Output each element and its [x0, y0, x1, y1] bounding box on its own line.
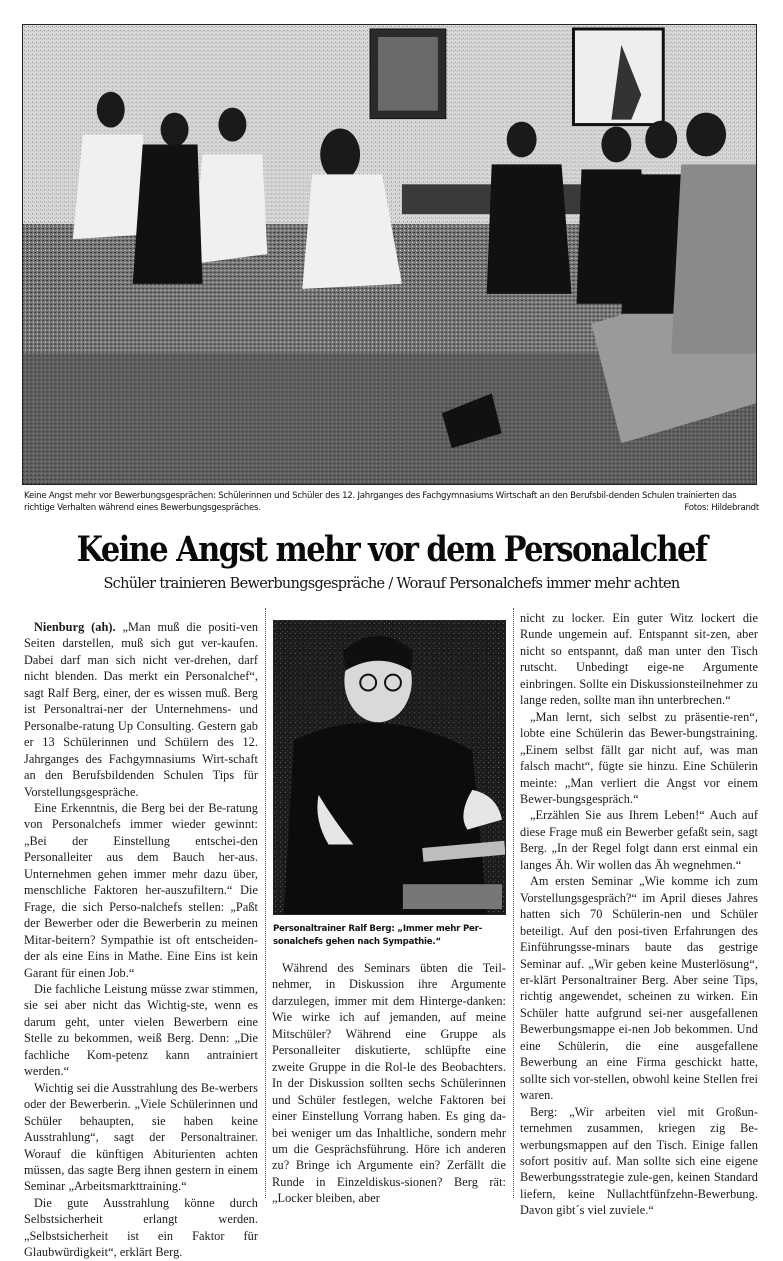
dateline: Nienburg (ah).: [34, 620, 116, 634]
portrait-caption: Personaltrainer Ralf Berg: „Immer mehr Per-sonalchefs gehen nach Sympathie.“: [273, 924, 483, 947]
subheadline: Schüler trainieren Bewerbungsgespräche / Worauf Personalchefs immer mehr achten: [103, 576, 680, 592]
photo-credit: Fotos: Hildebrandt: [684, 503, 759, 513]
paragraph: „Man lernt, sich selbst zu präsentie-ren“, lobte eine Schülerin das Bewer-bungstraining. „Einem selbst fällt gar nicht auf, was man falsch macht“, fügte sie hinzu. Eine Schülerin meinte: „Man verliert die Angst vor einem Bewer-bungsgespräch.“: [520, 709, 758, 806]
photo-caption: [24, 490, 759, 514]
group-photo: [22, 24, 757, 485]
portrait-photo-image: [274, 621, 505, 914]
photo-caption-text: Keine Angst mehr vor Bewerbungsgesprächen: Schülerinnen und Schüler des 12. Jahrganges des Fachgymnasiums Wirtschaft an den Berufsbil-denden Schulen trainierten das richtige Verhalten während eines Bewerbungsgespräches.: [24, 491, 737, 513]
paragraph: „Erzählen Sie aus Ihrem Leben!“ Auch auf diese Frage muß ein Bewerber gefaßt sein, sagt Berg. „In der Regel folgt dann erst einmal ein langes Äh. Wir wollen das Äh wegnehmen.“: [520, 808, 758, 872]
article-column-1: [24, 619, 258, 1261]
portrait-photo: [273, 620, 506, 915]
column-divider: [513, 608, 514, 1198]
paragraph-text: „Man muß die positi-ven Seiten darstellen, muß sich gut ver-kaufen. Dabei darf man sich nicht ver-drehen, darf nicht blenden. Das merkt ein Personalchef“, sagt Ralf Berg, einer, der es wissen muß. Berg ist Personaltrai-ner der Unternehmens- und Personalbe-ratung Up Consulting. Gestern gab er 13 Schülerinnen und Schülern des 12. Jahrganges des Fachgymnasiums Wirt-schaft an den Berufsbildenden Schulen Tips für Vorstellungsgespräche.: [24, 620, 259, 799]
paragraph: Berg: „Wir arbeiten viel mit Großun-ternehmen zusammen, kriegen zig Be-werbungsmappen auf den Tisch. Einige fallen sofort positiv auf. Man sollte sich eine eigene Bewerbungsstrategie zule-gen, keinen Standard liefern, keine Nullachtfünfzehn-Bewerbung. Davon gibt´s viel zuviele.“: [520, 1104, 758, 1218]
paragraph: nicht zu locker. Ein guter Witz lockert die Runde ungemein auf. Entspannt sit-zen, aber nicht so entspannt, daß man unter den Tisch rutscht. Unbedingt eige-ne Argumente einbringen. Sollte ein Diskussionsteilnehmer zu lange reden, sollte man ihn unterbrechen.“: [520, 611, 758, 708]
paragraph: [24, 619, 258, 800]
paragraph: Eine Erkenntnis, die Berg bei der Be-ratung von Personalchefs immer wieder gewinnt: „Bei der Einstellung entschei-den Personalleiter aus dem Bauch her-aus. Unternehmen gehen immer mehr dazu über, menschliche Faktoren her-auszufiltern.“ Die Frage, die sich Perso-nalchefs stellen: „Paßt der Bewerber oder die Bewerberin zu meinen Mitar-beitern? Sympathie ist oft entscheiden-der als eine Eins in Mathe. Eine Eins ist kein Garant für einen Job.“: [24, 800, 258, 980]
paragraph: Die gute Ausstrahlung könne durch Selbstsicherheit erlangt werden. „Selbstsicherheit ist ein Faktor für Glaubwürdigkeit“, erklärt Berg.: [24, 1195, 258, 1260]
paragraph: Wichtig sei die Ausstrahlung des Be-werbers oder der Bewerberin. „Viele Schülerinnen und Schüler behaupten, sie haben keine Ausstrahlung“, sagt der Personaltrainer. Worauf die künftigen Abiturienten achten müssen, das sagte Berg ihnen gestern in einem Seminar „Arbeitsmarkttraining.“: [24, 1080, 258, 1194]
paragraph: Am ersten Seminar „Wie komme ich zum Vorstellungsgespräch?“ im April dieses Jahres hatten sich 70 Schülerin-nen und Schüler beteiligt. Auf den posi-tiven Erfahrungen des Einführungsse-minars baute das gestrige Seminar auf. „Wir geben keine Musterlösung“, er-klärt Personaltrainer Berg. Aber seine Tips, richtig angewendet, scheinen zu wirken. Ein Schüler hatte aufgrund sei-ner ausgefallenen Bewerbungsmappe ei-nen Job bekommen. Und eine Schülerin, die eine ausgefallene Bewerbung an eine Firma geschickt hatte, sollte sich vor-stellen, obwohl keine Stellen frei waren.: [520, 874, 758, 1103]
paragraph: Während des Seminars übten die Teil-nehmer, in Diskussion ihre Argumente darzulegen, immer mit dem Hinterge-danken: Wie wirke ich auf jemanden, auf meine Mitschüler? Während eine Gruppe als Personalleiter diskutierte, schlüpfte eine zweite Gruppe in die Rol-le des Beobachters. In der Diskussion sollten sechs Schülerinnen und Schüler festlegen, welche Faktoren bei einer Einstellung Vorrang haben. Es ging da-bei weniger um das Inhaltliche, sondern mehr um die Gesprächsführung. Höre ich anderen zu? Bringe ich Argumente ein? Zerfällt die Runde in Einzeldiskus-sionen? Berg rät: „Locker bleiben, aber: [272, 961, 506, 1206]
article-column-3: [520, 610, 758, 1219]
article-column-2: [272, 960, 506, 1207]
group-photo-image: [23, 25, 756, 484]
column-divider: [265, 608, 266, 1198]
headline: Keine Angst mehr vor dem Personalchef: [76, 529, 707, 571]
paragraph: Die fachliche Leistung müsse zwar stimmen, sie sei aber nicht das Wichtig-ste, wenn es darum geht, unter vielen Bewerbern eine Stelle zu bekommen, weiß Berg. Denn: „Die fachliche Kom-petenz kann antrainiert werden.“: [24, 981, 258, 1079]
